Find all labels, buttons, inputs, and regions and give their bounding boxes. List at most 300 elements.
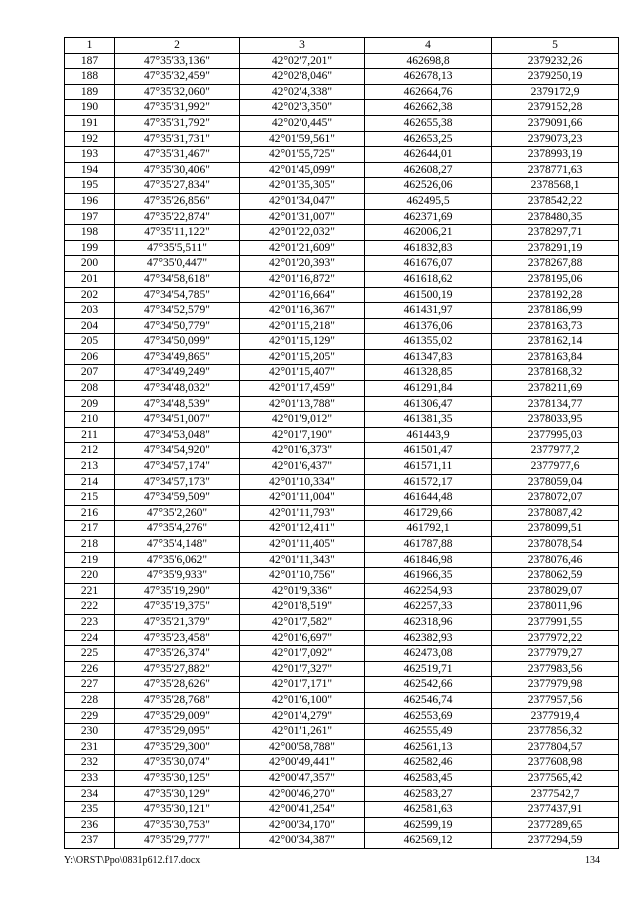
longitude-cell: 42°00'47,357" [240,770,365,786]
latitude-cell: 47°34'59,509" [115,490,240,506]
latitude-cell: 47°34'49,249" [115,365,240,381]
longitude-cell: 42°02'3,350" [240,100,365,116]
x-coordinate-cell: 461381,35 [365,412,492,428]
table-row [65,334,619,350]
point-number-cell: 218 [65,537,115,553]
point-number-cell: 237 [65,833,115,849]
longitude-cell: 42°01'34,047" [240,193,365,209]
table-row [65,115,619,131]
latitude-cell: 47°35'2,260" [115,505,240,521]
latitude-cell: 47°35'31,792" [115,115,240,131]
y-coordinate-cell: 2377977,2 [492,443,619,459]
point-number-cell: 194 [65,162,115,178]
point-number-cell: 227 [65,677,115,693]
longitude-cell: 42°01'13,788" [240,396,365,412]
x-coordinate-cell: 462254,93 [365,583,492,599]
y-coordinate-cell: 2378087,42 [492,505,619,521]
column-header-4: 4 [365,38,492,54]
x-coordinate-cell: 462655,38 [365,115,492,131]
x-coordinate-cell: 461644,48 [365,490,492,506]
y-coordinate-cell: 2379152,28 [492,100,619,116]
latitude-cell: 47°34'54,920" [115,443,240,459]
latitude-cell: 47°35'32,060" [115,84,240,100]
table-row [65,318,619,334]
point-number-cell: 219 [65,552,115,568]
longitude-cell: 42°01'16,367" [240,303,365,319]
x-coordinate-cell: 461572,17 [365,474,492,490]
table-row [65,786,619,802]
latitude-cell: 47°35'5,511" [115,240,240,256]
longitude-cell: 42°01'10,334" [240,474,365,490]
point-number-cell: 231 [65,739,115,755]
point-number-cell: 235 [65,802,115,818]
longitude-cell: 42°02'8,046" [240,69,365,85]
table-row [65,53,619,69]
y-coordinate-cell: 2377919,4 [492,708,619,724]
table-row [65,459,619,475]
longitude-cell: 42°01'15,407" [240,365,365,381]
latitude-cell: 47°35'31,731" [115,131,240,147]
y-coordinate-cell: 2378076,46 [492,552,619,568]
latitude-cell: 47°35'30,074" [115,755,240,771]
longitude-cell: 42°01'16,664" [240,287,365,303]
latitude-cell: 47°35'30,753" [115,817,240,833]
y-coordinate-cell: 2378993,19 [492,147,619,163]
x-coordinate-cell: 462653,25 [365,131,492,147]
longitude-cell: 42°01'11,343" [240,552,365,568]
column-header-3: 3 [240,38,365,54]
longitude-cell: 42°01'15,205" [240,349,365,365]
longitude-cell: 42°00'49,441" [240,755,365,771]
y-coordinate-cell: 2379073,23 [492,131,619,147]
latitude-cell: 47°35'29,777" [115,833,240,849]
x-coordinate-cell: 462555,49 [365,724,492,740]
longitude-cell: 42°01'59,561" [240,131,365,147]
point-number-cell: 224 [65,630,115,646]
point-number-cell: 228 [65,692,115,708]
point-number-cell: 187 [65,53,115,69]
latitude-cell: 47°35'30,129" [115,786,240,802]
table-row [65,396,619,412]
latitude-cell: 47°35'4,276" [115,521,240,537]
latitude-cell: 47°35'30,121" [115,802,240,818]
table-row [65,568,619,584]
point-number-cell: 199 [65,240,115,256]
y-coordinate-cell: 2377804,57 [492,739,619,755]
x-coordinate-cell: 462599,19 [365,817,492,833]
table-row [65,724,619,740]
table-row [65,271,619,287]
point-number-cell: 221 [65,583,115,599]
y-coordinate-cell: 2378568,1 [492,178,619,194]
table-row [65,646,619,662]
latitude-cell: 47°35'11,122" [115,225,240,241]
table-row [65,256,619,272]
y-coordinate-cell: 2377565,42 [492,770,619,786]
x-coordinate-cell: 462553,69 [365,708,492,724]
x-coordinate-cell: 462581,63 [365,802,492,818]
longitude-cell: 42°01'45,099" [240,162,365,178]
footer-file-path: Y:\ORST\Ppo\0831p612.f17.docx [64,855,201,866]
longitude-cell: 42°01'11,793" [240,505,365,521]
x-coordinate-cell: 462382,93 [365,630,492,646]
x-coordinate-cell: 462371,69 [365,209,492,225]
x-coordinate-cell: 461500,19 [365,287,492,303]
table-row [65,365,619,381]
point-number-cell: 188 [65,69,115,85]
longitude-cell: 42°01'7,190" [240,427,365,443]
y-coordinate-cell: 2377856,32 [492,724,619,740]
x-coordinate-cell: 462257,33 [365,599,492,615]
latitude-cell: 47°35'30,125" [115,770,240,786]
latitude-cell: 47°34'50,779" [115,318,240,334]
longitude-cell: 42°00'46,270" [240,786,365,802]
y-coordinate-cell: 2378771,63 [492,162,619,178]
longitude-cell: 42°01'7,327" [240,661,365,677]
point-number-cell: 220 [65,568,115,584]
table-body [65,53,619,848]
column-header-2: 2 [115,38,240,54]
point-number-cell: 209 [65,396,115,412]
longitude-cell: 42°01'35,305" [240,178,365,194]
table-row [65,69,619,85]
latitude-cell: 47°35'9,933" [115,568,240,584]
x-coordinate-cell: 461729,66 [365,505,492,521]
latitude-cell: 47°35'21,379" [115,614,240,630]
x-coordinate-cell: 461306,47 [365,396,492,412]
latitude-cell: 47°34'58,618" [115,271,240,287]
point-number-cell: 208 [65,381,115,397]
latitude-cell: 47°34'50,099" [115,334,240,350]
x-coordinate-cell: 462569,12 [365,833,492,849]
table-row [65,193,619,209]
point-number-cell: 236 [65,817,115,833]
longitude-cell: 42°01'6,697" [240,630,365,646]
point-number-cell: 230 [65,724,115,740]
x-coordinate-cell: 462006,21 [365,225,492,241]
y-coordinate-cell: 2379091,66 [492,115,619,131]
point-number-cell: 191 [65,115,115,131]
latitude-cell: 47°35'27,882" [115,661,240,677]
table-row [65,100,619,116]
point-number-cell: 216 [65,505,115,521]
point-number-cell: 223 [65,614,115,630]
y-coordinate-cell: 2378163,84 [492,349,619,365]
table-row [65,147,619,163]
longitude-cell: 42°01'15,218" [240,318,365,334]
longitude-cell: 42°01'9,336" [240,583,365,599]
longitude-cell: 42°00'58,788" [240,739,365,755]
x-coordinate-cell: 461787,88 [365,537,492,553]
table-row [65,708,619,724]
point-number-cell: 196 [65,193,115,209]
latitude-cell: 47°35'31,467" [115,147,240,163]
latitude-cell: 47°34'57,174" [115,459,240,475]
latitude-cell: 47°35'26,856" [115,193,240,209]
y-coordinate-cell: 2378168,32 [492,365,619,381]
table-row [65,349,619,365]
x-coordinate-cell: 462318,96 [365,614,492,630]
y-coordinate-cell: 2377957,56 [492,692,619,708]
latitude-cell: 47°34'48,539" [115,396,240,412]
y-coordinate-cell: 2378033,95 [492,412,619,428]
longitude-cell: 42°02'0,445" [240,115,365,131]
y-coordinate-cell: 2378078,54 [492,537,619,553]
table-row [65,521,619,537]
point-number-cell: 192 [65,131,115,147]
y-coordinate-cell: 2377437,91 [492,802,619,818]
latitude-cell: 47°35'29,009" [115,708,240,724]
x-coordinate-cell: 462608,27 [365,162,492,178]
table-row [65,630,619,646]
longitude-cell: 42°01'31,007" [240,209,365,225]
table-row [65,833,619,849]
latitude-cell: 47°35'30,406" [115,162,240,178]
x-coordinate-cell: 461347,83 [365,349,492,365]
point-number-cell: 213 [65,459,115,475]
longitude-cell: 42°01'20,393" [240,256,365,272]
table-row [65,381,619,397]
latitude-cell: 47°35'4,148" [115,537,240,553]
x-coordinate-cell: 461792,1 [365,521,492,537]
x-coordinate-cell: 462662,38 [365,100,492,116]
y-coordinate-cell: 2378186,99 [492,303,619,319]
table-row [65,817,619,833]
x-coordinate-cell: 462519,71 [365,661,492,677]
point-number-cell: 232 [65,755,115,771]
table-row [65,427,619,443]
table-row [65,614,619,630]
x-coordinate-cell: 462664,76 [365,84,492,100]
table-row [65,443,619,459]
x-coordinate-cell: 462698,8 [365,53,492,69]
longitude-cell: 42°01'7,092" [240,646,365,662]
point-number-cell: 190 [65,100,115,116]
point-number-cell: 226 [65,661,115,677]
y-coordinate-cell: 2378211,69 [492,381,619,397]
table-row [65,739,619,755]
x-coordinate-cell: 462561,13 [365,739,492,755]
y-coordinate-cell: 2377983,56 [492,661,619,677]
point-number-cell: 210 [65,412,115,428]
longitude-cell: 42°01'4,279" [240,708,365,724]
longitude-cell: 42°01'7,582" [240,614,365,630]
latitude-cell: 47°35'23,458" [115,630,240,646]
x-coordinate-cell: 461443,9 [365,427,492,443]
longitude-cell: 42°01'7,171" [240,677,365,693]
y-coordinate-cell: 2378134,77 [492,396,619,412]
y-coordinate-cell: 2378267,88 [492,256,619,272]
point-number-cell: 215 [65,490,115,506]
y-coordinate-cell: 2378059,04 [492,474,619,490]
longitude-cell: 42°00'41,254" [240,802,365,818]
longitude-cell: 42°01'16,872" [240,271,365,287]
x-coordinate-cell: 462582,46 [365,755,492,771]
y-coordinate-cell: 2379250,19 [492,69,619,85]
longitude-cell: 42°01'11,004" [240,490,365,506]
x-coordinate-cell: 462542,66 [365,677,492,693]
table-header-row [65,38,619,54]
table-row [65,552,619,568]
point-number-cell: 234 [65,786,115,802]
longitude-cell: 42°01'6,100" [240,692,365,708]
x-coordinate-cell: 462678,13 [365,69,492,85]
table-row [65,802,619,818]
table-row [65,303,619,319]
table-row [65,583,619,599]
x-coordinate-cell: 461676,07 [365,256,492,272]
point-number-cell: 195 [65,178,115,194]
point-number-cell: 198 [65,225,115,241]
longitude-cell: 42°01'12,411" [240,521,365,537]
latitude-cell: 47°34'52,579" [115,303,240,319]
coordinates-table [64,37,619,849]
table-row [65,178,619,194]
x-coordinate-cell: 461832,83 [365,240,492,256]
y-coordinate-cell: 2378297,71 [492,225,619,241]
table-row [65,505,619,521]
column-header-1: 1 [65,38,115,54]
latitude-cell: 47°35'0,447" [115,256,240,272]
x-coordinate-cell: 461501,47 [365,443,492,459]
footer-page-number: 134 [585,855,600,866]
longitude-cell: 42°01'1,261" [240,724,365,740]
x-coordinate-cell: 462495,5 [365,193,492,209]
latitude-cell: 47°34'48,032" [115,381,240,397]
point-number-cell: 229 [65,708,115,724]
x-coordinate-cell: 461355,02 [365,334,492,350]
x-coordinate-cell: 461846,98 [365,552,492,568]
y-coordinate-cell: 2377972,22 [492,630,619,646]
latitude-cell: 47°35'31,992" [115,100,240,116]
y-coordinate-cell: 2378542,22 [492,193,619,209]
y-coordinate-cell: 2378195,06 [492,271,619,287]
point-number-cell: 203 [65,303,115,319]
y-coordinate-cell: 2378099,51 [492,521,619,537]
point-number-cell: 207 [65,365,115,381]
longitude-cell: 42°00'34,387" [240,833,365,849]
x-coordinate-cell: 461291,84 [365,381,492,397]
point-number-cell: 201 [65,271,115,287]
x-coordinate-cell: 461966,35 [365,568,492,584]
column-header-5: 5 [492,38,619,54]
longitude-cell: 42°02'4,338" [240,84,365,100]
point-number-cell: 217 [65,521,115,537]
point-number-cell: 204 [65,318,115,334]
table-row [65,162,619,178]
longitude-cell: 42°01'6,373" [240,443,365,459]
latitude-cell: 47°34'57,173" [115,474,240,490]
point-number-cell: 233 [65,770,115,786]
y-coordinate-cell: 2378291,19 [492,240,619,256]
table-row [65,287,619,303]
point-number-cell: 225 [65,646,115,662]
y-coordinate-cell: 2378192,28 [492,287,619,303]
latitude-cell: 47°35'28,626" [115,677,240,693]
latitude-cell: 47°35'26,374" [115,646,240,662]
latitude-cell: 47°34'49,865" [115,349,240,365]
latitude-cell: 47°35'19,290" [115,583,240,599]
table-row [65,209,619,225]
table-row [65,755,619,771]
latitude-cell: 47°35'29,095" [115,724,240,740]
latitude-cell: 47°35'28,768" [115,692,240,708]
table-row [65,131,619,147]
latitude-cell: 47°34'51,007" [115,412,240,428]
x-coordinate-cell: 461376,06 [365,318,492,334]
y-coordinate-cell: 2379172,9 [492,84,619,100]
latitude-cell: 47°35'19,375" [115,599,240,615]
table-row [65,661,619,677]
x-coordinate-cell: 461431,97 [365,303,492,319]
latitude-cell: 47°34'53,048" [115,427,240,443]
longitude-cell: 42°01'21,609" [240,240,365,256]
y-coordinate-cell: 2377979,98 [492,677,619,693]
point-number-cell: 200 [65,256,115,272]
point-number-cell: 205 [65,334,115,350]
longitude-cell: 42°01'11,405" [240,537,365,553]
longitude-cell: 42°01'6,437" [240,459,365,475]
x-coordinate-cell: 461328,85 [365,365,492,381]
table-row [65,599,619,615]
point-number-cell: 189 [65,84,115,100]
latitude-cell: 47°35'22,874" [115,209,240,225]
table-row [65,240,619,256]
table-row [65,474,619,490]
y-coordinate-cell: 2378480,35 [492,209,619,225]
y-coordinate-cell: 2377294,59 [492,833,619,849]
x-coordinate-cell: 462473,08 [365,646,492,662]
x-coordinate-cell: 461571,11 [365,459,492,475]
x-coordinate-cell: 462526,06 [365,178,492,194]
y-coordinate-cell: 2377979,27 [492,646,619,662]
y-coordinate-cell: 2377977,6 [492,459,619,475]
y-coordinate-cell: 2378163,73 [492,318,619,334]
table-row [65,677,619,693]
latitude-cell: 47°35'29,300" [115,739,240,755]
x-coordinate-cell: 462546,74 [365,692,492,708]
y-coordinate-cell: 2377289,65 [492,817,619,833]
latitude-cell: 47°35'33,136" [115,53,240,69]
table-row [65,537,619,553]
y-coordinate-cell: 2378029,07 [492,583,619,599]
latitude-cell: 47°35'6,062" [115,552,240,568]
y-coordinate-cell: 2377995,03 [492,427,619,443]
table-row [65,692,619,708]
y-coordinate-cell: 2378062,59 [492,568,619,584]
longitude-cell: 42°01'17,459" [240,381,365,397]
table-row [65,84,619,100]
longitude-cell: 42°01'22,032" [240,225,365,241]
y-coordinate-cell: 2379232,26 [492,53,619,69]
x-coordinate-cell: 462644,01 [365,147,492,163]
x-coordinate-cell: 461618,62 [365,271,492,287]
table-row [65,490,619,506]
point-number-cell: 211 [65,427,115,443]
point-number-cell: 206 [65,349,115,365]
point-number-cell: 222 [65,599,115,615]
y-coordinate-cell: 2377542,7 [492,786,619,802]
point-number-cell: 214 [65,474,115,490]
x-coordinate-cell: 462583,45 [365,770,492,786]
point-number-cell: 197 [65,209,115,225]
y-coordinate-cell: 2377608,98 [492,755,619,771]
longitude-cell: 42°00'34,170" [240,817,365,833]
latitude-cell: 47°35'27,834" [115,178,240,194]
longitude-cell: 42°01'10,756" [240,568,365,584]
latitude-cell: 47°35'32,459" [115,69,240,85]
table-row [65,225,619,241]
